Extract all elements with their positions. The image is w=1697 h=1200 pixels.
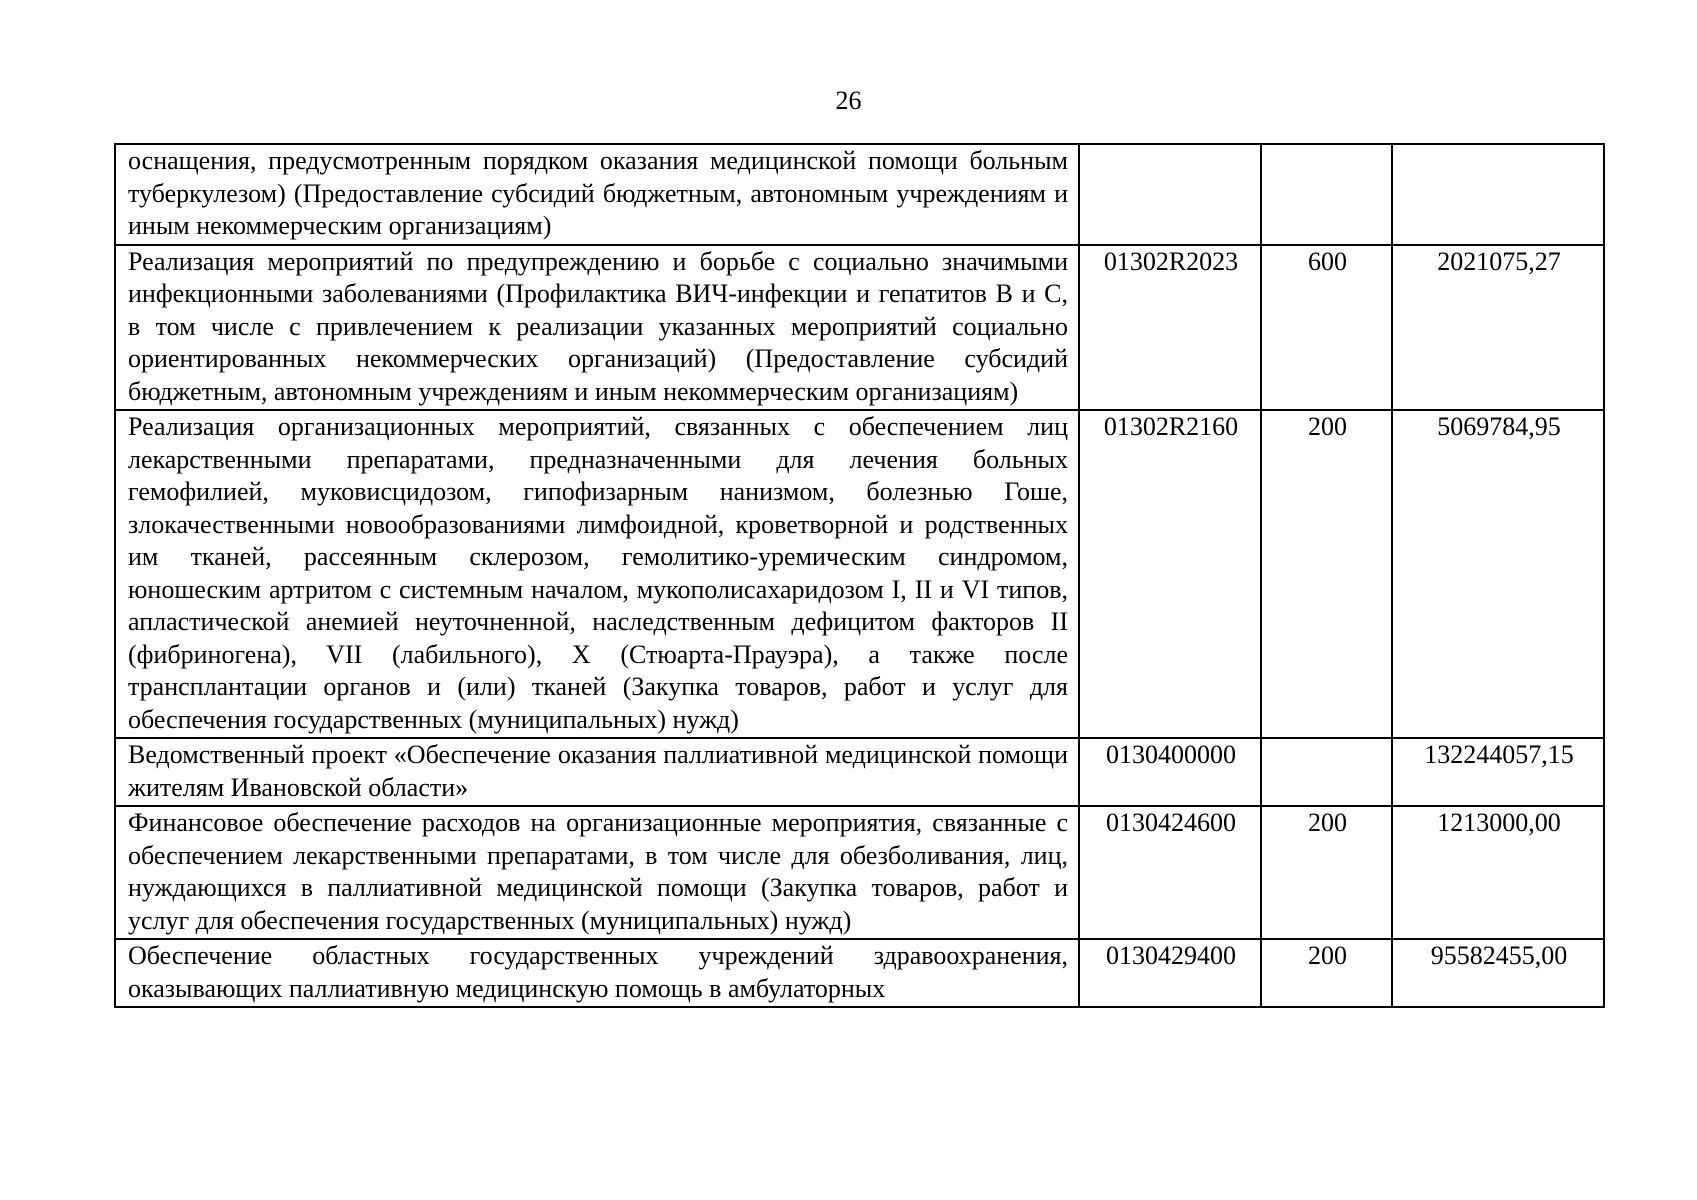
table-row (115, 245, 1604, 411)
page-number: 26 (835, 86, 862, 115)
table-row (115, 939, 1604, 1007)
row-target-code: 0130400000 (1079, 738, 1261, 806)
row-amount (1392, 144, 1604, 245)
row-expense-type: 200 (1261, 410, 1392, 738)
row-description: Финансовое обеспечение расходов на организационные мероприятия, связанные с обеспечением лекарственными препаратами, в том числе для обезболивания, лиц, нуждающихся в паллиативной медицинской помощи (Закупка товаров, работ и услуг для обеспечения государственных (муниципальных) нужд) (115, 806, 1079, 939)
table-row (115, 806, 1604, 939)
row-target-code: 0130424600 (1079, 806, 1261, 939)
row-expense-type (1261, 144, 1392, 245)
row-description: Обеспечение областных государственных учреждений здравоохранения, оказывающих паллиативную медицинскую помощь в амбулаторных (115, 939, 1079, 1007)
row-expense-type: 200 (1261, 806, 1392, 939)
row-amount: 132244057,15 (1392, 738, 1604, 806)
row-expense-type (1261, 738, 1392, 806)
row-amount: 2021075,27 (1392, 245, 1604, 411)
row-target-code: 0130429400 (1079, 939, 1261, 1007)
row-target-code: 01302R2023 (1079, 245, 1261, 411)
table-row (115, 144, 1604, 245)
budget-table (114, 143, 1605, 1008)
table-row (115, 738, 1604, 806)
row-amount: 1213000,00 (1392, 806, 1604, 939)
row-target-code: 01302R2160 (1079, 410, 1261, 738)
row-amount: 5069784,95 (1392, 410, 1604, 738)
row-target-code (1079, 144, 1261, 245)
row-expense-type: 600 (1261, 245, 1392, 411)
row-description: Реализация мероприятий по предупреждению и борьбе с социально значимыми инфекционными заболеваниями (Профилактика ВИЧ-инфекции и гепатитов B и C, в том числе с привлечением к реализации указанных мероприятий социально ориентированных некоммерческих организаций) (Предоставление субсидий бюджетным, автономным учреждениям и иным некоммерческим организациям) (115, 245, 1079, 411)
row-amount: 95582455,00 (1392, 939, 1604, 1007)
row-description: Реализация организационных мероприятий, связанных с обеспечением лиц лекарственными препаратами, предназначенными для лечения больных гемофилией, муковисцидозом, гипофизарным нанизмом, болезнью Гоше, злокачественными новообразованиями лимфоидной, кроветворной и родственных им тканей, рассеянным склерозом, гемолитико-уремическим синдромом, юношеским артритом с системным началом, мукополисахаридозом I, II и VI типов, апластической анемией неуточненной, наследственным дефицитом факторов II (фибриногена), VII (лабильного), X (Стюарта-Прауэра), а также после трансплантации органов и (или) тканей (Закупка товаров, работ и услуг для обеспечения государственных (муниципальных) нужд) (115, 410, 1079, 738)
table-row (115, 410, 1604, 738)
row-description: оснащения, предусмотренным порядком оказания медицинской помощи больным туберкулезом) (Предоставление субсидий бюджетным, автономным учреждениям и иным некоммерческим организациям) (115, 144, 1079, 245)
row-expense-type: 200 (1261, 939, 1392, 1007)
row-description: Ведомственный проект «Обеспечение оказания паллиативной медицинской помощи жителям Ивановской области» (115, 738, 1079, 806)
